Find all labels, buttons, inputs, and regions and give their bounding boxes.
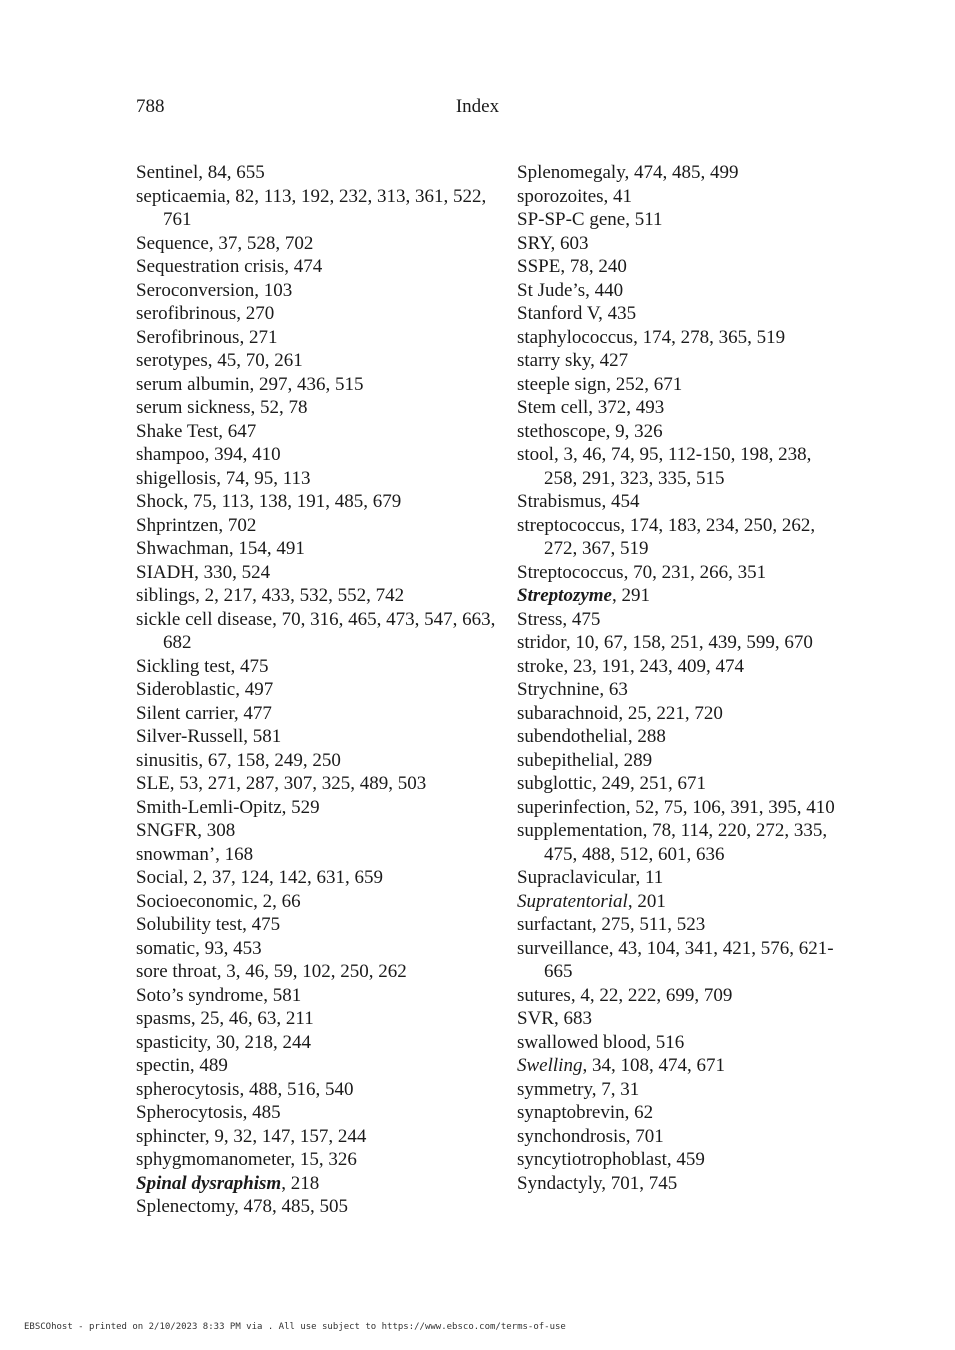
index-entry: [517, 1078, 847, 1102]
index-entry: [136, 843, 496, 867]
index-page-refs: , 70, 316, 465, 473, 547, 663, 682: [163, 608, 496, 653]
page-number: 788: [136, 96, 165, 117]
index-page-refs: , 478, 485, 505: [233, 1196, 348, 1217]
index-term: spasms: [136, 1008, 191, 1029]
index-term: Silent carrier: [136, 702, 234, 724]
index-term: synaptobrevin: [517, 1102, 625, 1123]
index-page-refs: , 647: [218, 420, 257, 442]
index-term: Splenectomy: [136, 1196, 234, 1217]
index-term: stool: [517, 444, 554, 465]
footer-notice: EBSCOhost - printed on 2/10/2023 8:33 PM via . All use subject to https://www.ebsco.com/terms-of-use: [24, 1322, 566, 1332]
index-entry: [136, 514, 496, 538]
index-term: supplementation: [517, 820, 643, 841]
index-term: somatic: [136, 937, 196, 959]
index-entry: [136, 349, 496, 373]
index-entry: [136, 584, 496, 608]
index-page-refs: , 475: [230, 655, 269, 677]
index-page-refs: , 174, 183, 234, 250, 262, 272, 367, 519: [544, 514, 816, 559]
index-entry: [517, 819, 847, 866]
index-entry: [517, 678, 847, 702]
index-page-refs: , 249, 251, 671: [591, 773, 706, 794]
index-term: spectin: [136, 1055, 190, 1076]
index-term: septicaemia: [136, 185, 226, 207]
index-page-refs: , 440: [585, 279, 624, 301]
index-entry: [136, 467, 496, 491]
index-page-refs: , 67, 158, 249, 250: [198, 749, 341, 771]
index-entry: [136, 420, 496, 444]
index-term: subarachnoid: [517, 702, 619, 724]
index-page-refs: , 581: [263, 984, 302, 1006]
index-entry: [517, 1125, 847, 1149]
index-page-refs: , 2, 66: [253, 890, 301, 912]
index-term: Supratentorial: [517, 890, 628, 912]
index-term: Sentinel: [136, 162, 199, 183]
index-term: Seroconversion: [136, 279, 255, 301]
index-page-refs: , 43, 104, 341, 421, 576, 621- 665: [544, 937, 834, 982]
index-page-refs: , 45, 70, 261: [207, 350, 303, 371]
index-entry: [517, 490, 847, 514]
index-entry: [517, 302, 847, 326]
index-page-refs: , 701, 745: [601, 1172, 678, 1194]
index-entry: [517, 913, 847, 937]
index-entry: [136, 490, 496, 514]
index-page-refs: , 52, 78: [250, 397, 308, 418]
index-entry: [136, 326, 496, 350]
index-page-refs: , 23, 191, 243, 409, 474: [563, 655, 744, 677]
index-term: serofibrinous: [136, 303, 237, 324]
index-entry: [136, 960, 496, 984]
index-entry: [136, 1195, 496, 1219]
index-entry: [517, 937, 847, 984]
index-entry: [517, 890, 847, 914]
index-term: Streptococcus: [517, 561, 624, 583]
index-term: Spinal dysraphism: [136, 1172, 282, 1194]
index-entry: [136, 608, 496, 655]
index-term: swallowed blood: [517, 1031, 647, 1053]
index-term: streptococcus: [517, 514, 621, 536]
index-page-refs: , 435: [598, 303, 637, 324]
index-page-refs: , 93, 453: [195, 937, 262, 959]
index-page-refs: , 252, 671: [606, 373, 683, 395]
index-entry: [517, 749, 847, 773]
index-page-refs: , 11: [635, 867, 664, 888]
index-entry: [136, 161, 496, 185]
index-term: stroke: [517, 655, 564, 677]
index-term: Sideroblastic: [136, 679, 236, 700]
index-term: staphylococcus: [517, 326, 634, 348]
index-term: shigellosis: [136, 467, 217, 489]
index-term: sinusitis: [136, 749, 199, 771]
index-term: Shock: [136, 491, 184, 512]
index-entry: [517, 514, 847, 561]
index-page-refs: , 53, 271, 287, 307, 325, 489, 503: [169, 773, 427, 794]
index-term: starry sky: [517, 350, 591, 371]
index-entry: [136, 1031, 496, 1055]
index-term: SSPE: [517, 256, 561, 277]
index-entry: [136, 1054, 496, 1078]
index-page-refs: , 82, 113, 192, 232, 313, 361, 522, 761: [163, 185, 487, 230]
index-entry: [517, 1101, 847, 1125]
index-page-refs: , 34, 108, 474, 671: [582, 1055, 725, 1076]
index-page-refs: , 3, 46, 74, 95, 112-150, 198, 238, 258, 291, 323, 335, 515: [544, 444, 812, 489]
index-term: Smith-Lemli-Opitz: [136, 796, 282, 818]
index-page-refs: , 516: [646, 1031, 685, 1053]
index-entry: [136, 1148, 496, 1172]
index-page-refs: , 701: [625, 1125, 664, 1147]
index-entry: [517, 420, 847, 444]
index-term: SLE: [136, 773, 170, 794]
index-page-refs: , 474, 485, 499: [624, 162, 739, 183]
index-page-refs: , 372, 493: [588, 397, 665, 418]
index-entry: [517, 161, 847, 185]
index-term: SNGFR: [136, 820, 198, 841]
index-term: Solubility test: [136, 914, 243, 935]
index-page-refs: , 174, 278, 365, 519: [633, 326, 786, 348]
index-page-refs: , 291: [612, 585, 650, 606]
index-entry: [136, 937, 496, 961]
index-term: Supraclavicular: [517, 867, 636, 888]
index-term: Serofibrinous: [136, 326, 240, 348]
index-term: Swelling: [517, 1055, 583, 1076]
index-term: SP-SP-C gene: [517, 209, 626, 230]
index-entry: [136, 185, 496, 232]
index-page-refs: , 330, 524: [194, 561, 271, 583]
index-term: steeple sign: [517, 373, 607, 395]
index-term: stethoscope: [517, 420, 606, 442]
index-term: SIADH: [136, 561, 195, 583]
index-column-right: [517, 161, 847, 1195]
index-entry: [136, 1172, 496, 1196]
index-page-refs: , 154, 491: [228, 538, 305, 559]
index-page-refs: , 271: [239, 326, 278, 348]
index-entry: [517, 396, 847, 420]
index-page-refs: , 454: [601, 491, 640, 512]
index-page-refs: , 475: [562, 608, 601, 630]
index-entry: [136, 772, 496, 796]
index-entry: [136, 655, 496, 679]
index-page-refs: , 308: [197, 820, 236, 841]
index-entry: [517, 725, 847, 749]
index-term: syncytiotrophoblast: [517, 1149, 667, 1170]
index-entry: [136, 302, 496, 326]
index-page-refs: , 488, 516, 540: [239, 1078, 354, 1100]
index-term: St Jude’s: [517, 279, 586, 301]
index-entry: [517, 1148, 847, 1172]
index-entry: [517, 326, 847, 350]
index-page-refs: , 497: [235, 679, 274, 700]
index-entry: [136, 279, 496, 303]
index-entry: [517, 373, 847, 397]
index-entry: [136, 890, 496, 914]
index-term: Strychnine: [517, 679, 600, 700]
index-page-refs: , 62: [624, 1102, 654, 1123]
index-page-refs: , 475: [242, 914, 281, 935]
index-term: Shprintzen: [136, 514, 219, 536]
index-page-refs: , 511: [625, 209, 663, 230]
index-entry: [517, 349, 847, 373]
index-page-refs: , 15, 326: [290, 1149, 357, 1170]
index-entry: [136, 1101, 496, 1125]
index-entry: [517, 232, 847, 256]
index-page-refs: , 52, 75, 106, 391, 395, 410: [625, 796, 835, 818]
index-entry: [517, 866, 847, 890]
index-page-refs: , 289: [614, 749, 653, 771]
index-term: Stanford V: [517, 303, 599, 324]
index-term: SVR: [517, 1008, 554, 1029]
index-entry: [517, 1172, 847, 1196]
index-page-refs: , 74, 95, 113: [216, 467, 311, 489]
index-entry: [517, 631, 847, 655]
index-entry: [517, 655, 847, 679]
index-page-refs: , 2, 37, 124, 142, 631, 659: [183, 867, 383, 888]
index-entry: [136, 725, 496, 749]
index-entry: [136, 984, 496, 1008]
index-term: sphincter: [136, 1125, 205, 1147]
index-entry: [136, 537, 496, 561]
index-term: subepithelial: [517, 749, 615, 771]
index-term: sore throat: [136, 961, 217, 982]
index-term: serum albumin: [136, 373, 250, 395]
index-term: Spherocytosis: [136, 1102, 243, 1123]
index-entry: [517, 443, 847, 490]
running-head: Index: [455, 96, 500, 117]
index-page-refs: , 30, 218, 244: [206, 1031, 312, 1053]
index-term: Soto’s syndrome: [136, 984, 264, 1006]
index-entry: [517, 702, 847, 726]
index-term: siblings: [136, 585, 196, 606]
index-page-refs: , 63: [599, 679, 628, 700]
index-entry: [517, 584, 847, 608]
index-entry: [136, 1078, 496, 1102]
index-page-refs: , 459: [666, 1149, 705, 1170]
index-term: Shake Test: [136, 420, 219, 442]
index-page-refs: , 103: [254, 279, 293, 301]
index-page-refs: , 485: [242, 1102, 281, 1123]
index-page-refs: , 2, 217, 433, 532, 552, 742: [195, 585, 405, 606]
index-page-refs: , 474: [284, 256, 323, 277]
index-term: sutures: [517, 984, 571, 1006]
index-page-refs: , 489: [189, 1055, 228, 1076]
index-term: Silver-Russell: [136, 726, 244, 747]
index-term: stridor: [517, 632, 566, 653]
index-term: Social: [136, 867, 184, 888]
index-page-refs: , 9, 32, 147, 157, 244: [204, 1125, 367, 1147]
index-page-refs: , 275, 511, 523: [591, 914, 706, 935]
index-page-refs: , 84, 655: [198, 162, 265, 183]
index-entry: [517, 185, 847, 209]
index-term: serotypes: [136, 350, 208, 371]
index-entry: [517, 561, 847, 585]
index-term: sporozoites: [517, 185, 604, 207]
index-page-refs: , 288: [627, 726, 666, 747]
index-page-refs: , 168: [215, 843, 254, 865]
index-page-refs: , 7, 31: [591, 1078, 640, 1100]
index-entry: [136, 232, 496, 256]
index-entry: [517, 608, 847, 632]
index-page-refs: , 529: [281, 796, 320, 818]
index-page-refs: , 581: [243, 726, 282, 747]
index-term: Streptozyme: [517, 585, 612, 606]
index-page-refs: , 297, 436, 515: [249, 373, 364, 395]
index-entry: [136, 796, 496, 820]
index-entry: [517, 279, 847, 303]
index-term: synchondrosis: [517, 1125, 626, 1147]
index-entry: [136, 1007, 496, 1031]
index-term: subendothelial: [517, 726, 628, 747]
index-term: Socioeconomic: [136, 890, 254, 912]
index-page-refs: , 4, 22, 222, 699, 709: [570, 984, 733, 1006]
index-term: Splenomegaly: [517, 162, 625, 183]
index-term: subglottic: [517, 773, 592, 794]
index-term: Sequestration crisis: [136, 256, 285, 277]
index-term: Stem cell: [517, 397, 589, 418]
index-term: symmetry: [517, 1078, 592, 1100]
index-page-refs: , 477: [233, 702, 272, 724]
index-page-refs: , 70, 231, 266, 351: [623, 561, 767, 583]
index-page-refs: , 702: [218, 514, 257, 536]
index-page-refs: , 78, 114, 220, 272, 335, 475, 488, 512, 601, 636: [544, 820, 828, 865]
index-term: sphygmomanometer: [136, 1149, 291, 1170]
index-term: SRY: [517, 232, 551, 254]
index-entry: [136, 561, 496, 585]
index-page-refs: , 3, 46, 59, 102, 250, 262: [216, 961, 407, 982]
index-page-refs: , 41: [603, 185, 633, 207]
index-page-refs: , 9, 326: [605, 420, 663, 442]
index-column-left: [136, 161, 496, 1219]
index-page-refs: , 25, 46, 63, 211: [190, 1008, 314, 1029]
index-entry: [136, 913, 496, 937]
index-entry: [517, 1031, 847, 1055]
index-entry: [136, 1125, 496, 1149]
index-entry: [136, 255, 496, 279]
index-term: spherocytosis: [136, 1078, 240, 1100]
index-entry: [517, 255, 847, 279]
index-term: Sequence: [136, 232, 209, 254]
index-term: sickle cell disease: [136, 608, 273, 630]
index-term: snowman’: [136, 843, 216, 865]
index-entry: [136, 702, 496, 726]
index-page-refs: , 427: [590, 350, 629, 371]
index-entry: [136, 373, 496, 397]
index-entry: [517, 772, 847, 796]
index-entry: [517, 1007, 847, 1031]
index-entry: [136, 749, 496, 773]
index-page-refs: , 25, 221, 720: [618, 702, 723, 724]
index-entry: [136, 819, 496, 843]
index-entry: [136, 443, 496, 467]
index-term: shampoo: [136, 444, 205, 465]
index-term: superinfection: [517, 796, 626, 818]
index-term: serum sickness: [136, 397, 251, 418]
index-entry: [517, 208, 847, 232]
index-term: Sickling test: [136, 655, 231, 677]
index-term: surfactant: [517, 914, 592, 935]
index-page-refs: , 683: [553, 1008, 592, 1029]
index-entry: [517, 984, 847, 1008]
index-term: surveillance: [517, 937, 609, 959]
index-page-refs: , 201: [627, 890, 666, 912]
index-term: Stress: [517, 608, 563, 630]
index-term: Shwachman: [136, 538, 229, 559]
index-page-refs: , 37, 528, 702: [208, 232, 314, 254]
index-page-refs: , 394, 410: [204, 444, 281, 465]
index-entry: [517, 1054, 847, 1078]
index-entry: [517, 796, 847, 820]
index-entry: [136, 678, 496, 702]
index-page-refs: , 78, 240: [560, 256, 627, 277]
index-page-refs: , 270: [236, 303, 275, 324]
index-page-refs: , 10, 67, 158, 251, 439, 599, 670: [565, 632, 813, 653]
index-term: Strabismus: [517, 491, 602, 512]
index-term: Syndactyly: [517, 1172, 602, 1194]
index-page-refs: , 75, 113, 138, 191, 485, 679: [183, 491, 402, 512]
index-entry: [136, 866, 496, 890]
index-entry: [136, 396, 496, 420]
index-page-refs: , 218: [281, 1172, 320, 1194]
index-page-refs: , 603: [550, 232, 589, 254]
index-term: spasticity: [136, 1031, 207, 1053]
